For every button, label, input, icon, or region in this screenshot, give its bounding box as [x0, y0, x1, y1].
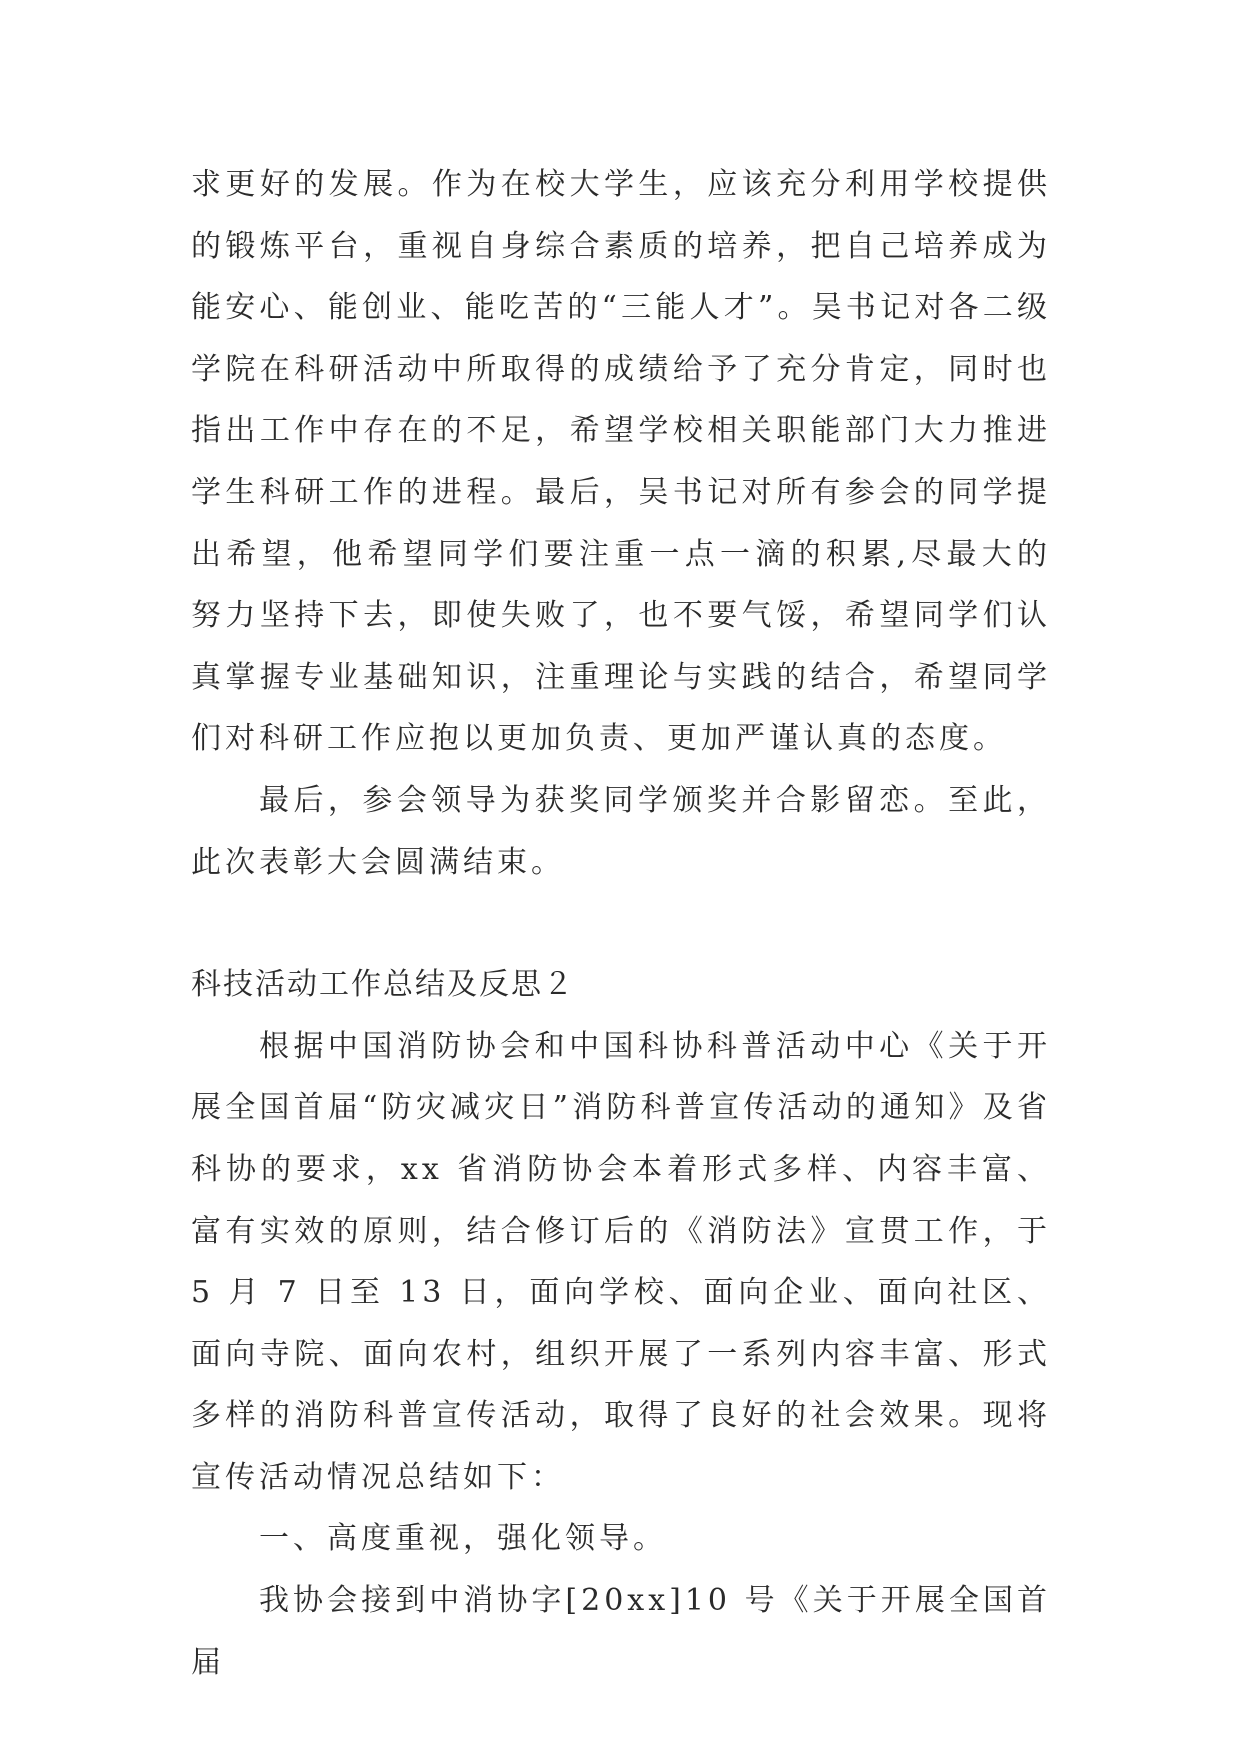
body-paragraph-1: 求更好的发展。作为在校大学生，应该充分利用学校提供的锻炼平台，重视自身综合素质的培养，把自己培养成为能安心、能创业、能吃苦的“三能人才”。吴书记对各二级学院在科研活动中所取得的成绩给予了充分肯定，同时也指出工作中存在的不足，希望学校相关职能部门大力推进学生科研工作的进程。最后，吴书记对所有参会的同学提出希望，他希望同学们要注重一点一滴的积累,尽最大的努力坚持下去，即使失败了，也不要气馁，希望同学们认真掌握专业基础知识，注重理论与实践的结合，希望同学们对科研工作应抱以更加负责、更加严谨认真的态度。: [191, 167, 1051, 757]
body-paragraph-5: 我协会接到中消协字[20xx]10 号《关于开展全国首届: [191, 1583, 1051, 1680]
body-paragraph-2: 最后，参会领导为获奖同学颁奖并合影留恋。至此，此次表彰大会圆满结束。: [191, 782, 1051, 880]
document-body: [191, 154, 1051, 1693]
body-paragraph-4-heading: 一、高度重视，强化领导。: [259, 1521, 667, 1557]
section-title: 科技活动工作总结及反思２: [191, 967, 575, 1003]
body-paragraph-3: 根据中国消防协会和中国科协科普活动中心《关于开展全国首届“防灾减灾日”消防科普宣传活动的通知》及省科协的要求，xx 省消防协会本着形式多样、内容丰富、富有实效的原则，结合修订后的《消防法》宣贯工作，于 5 月 7 日至 13 日，面向学校、面向企业、面向社区、面向寺院、面向农村，组织开展了一系列内容丰富、形式多样的消防科普宣传活动，取得了良好的社会效果。现将宣传活动情况总结如下：: [191, 1028, 1051, 1495]
